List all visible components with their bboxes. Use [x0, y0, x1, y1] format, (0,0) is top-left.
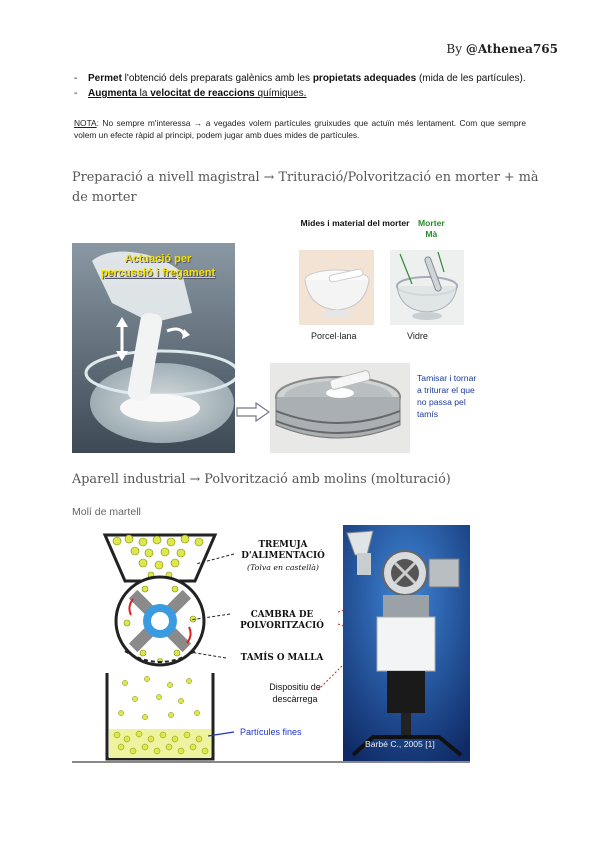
tremuja-text: TREMUJA D'ALIMENTACIÓ — [241, 540, 325, 561]
bullet-text: químiques. — [254, 88, 307, 99]
actuacio-line2: percussió i fregament — [100, 267, 216, 279]
glass-mortar-photo — [390, 250, 464, 325]
actuacio-label — [83, 252, 233, 280]
arrow-right-icon — [236, 402, 270, 422]
bullet-item — [74, 87, 528, 100]
tolva-text: (Tolva en castellà) — [247, 563, 319, 572]
bullet-list — [74, 72, 528, 102]
nota-label: NOTA — [74, 118, 97, 128]
bullet-text: l'obtenció dels preparats galènics amb les — [121, 73, 313, 84]
morter-label: Morter — [418, 218, 445, 228]
bullet-bold: Augmenta — [88, 88, 137, 99]
bullet-bold: propietats adequades — [312, 73, 417, 84]
actuacio-line1: Actuació per — [124, 253, 192, 265]
mides-title: Mides i material del morter — [300, 218, 410, 228]
tamis-label: TAMÍS O MALLA — [240, 653, 324, 663]
porcellana-caption: Porcel·lana — [311, 331, 357, 341]
bullet-text: (mida de les partícules). — [416, 73, 526, 84]
vidre-caption: Vidre — [407, 331, 428, 341]
morter-ma-label — [418, 218, 445, 240]
section-heading-industrial: Aparell industrial → Polvorització amb molins (molturació) — [72, 472, 451, 487]
cambra-label: CAMBRA DE POLVORITZACIÓ — [240, 610, 324, 631]
byline-prefix: By — [446, 42, 466, 56]
bullet-bold: Permet — [88, 73, 122, 84]
ma-label: Mà — [425, 229, 438, 239]
bullet-bold: velocitat de reaccions — [150, 88, 255, 99]
section-heading-magistral: Preparació a nivell magistral → Trituració/Polvorització en morter + mà de morter — [72, 170, 539, 205]
sieve-photo — [270, 363, 410, 453]
nota-text: : No sempre m'interessa → a vegades volem partícules gruixudes que actuïn més lentament. Com que sempre volem un efecte ràpid al principi, podem jugar amb dues mides de partícules. — [74, 118, 526, 140]
bullet-item — [74, 72, 528, 85]
dispositiu-label: Dispositiu de descàrrega — [269, 682, 321, 704]
nota-paragraph — [74, 117, 526, 141]
tremuja-label — [228, 540, 338, 573]
subheading-moli-martell: Molí de martell — [72, 506, 141, 518]
bullet-dash: - — [74, 73, 78, 84]
bullet-dash: - — [74, 88, 78, 99]
barbe-credit: Barbé C., 2005 [1] — [365, 739, 435, 749]
particules-fines-label: Partícules fines — [240, 727, 302, 737]
porcelain-mortar-photo — [299, 250, 374, 325]
figure-baseline-divider — [72, 761, 470, 763]
author-byline — [446, 42, 558, 56]
tamisar-note: Tamisar i tornar a triturar el que no passa pel tamís — [417, 373, 477, 419]
industrial-mill-photo — [343, 525, 470, 761]
byline-handle: @Athenea765 — [465, 42, 558, 56]
bullet-text: la — [136, 88, 151, 99]
